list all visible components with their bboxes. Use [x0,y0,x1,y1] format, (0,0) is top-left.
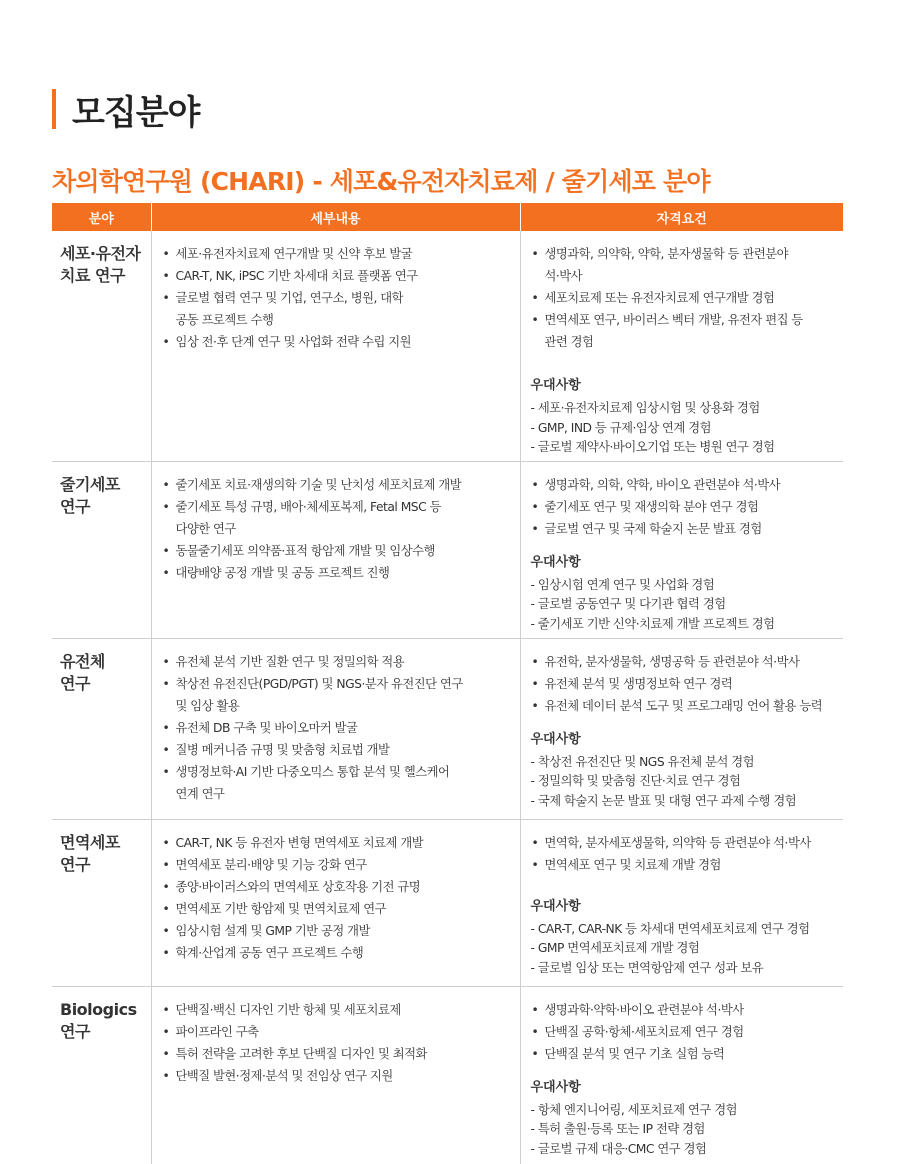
list-item: - 줄기세포 기반 신약·치료제 개발 프로젝트 경험 [530,616,775,631]
field-name: 면역세포 연구 [60,832,120,874]
table-row [52,461,843,638]
list-item: • 동물줄기세포 의약품·표적 항암제 개발 및 임상수행 [162,540,520,562]
field-name: 줄기세포 연구 [60,474,120,516]
list-item: • 면역학, 분자세포생물학, 의약학 등 관련분야 석·박사 [531,832,844,854]
section-title: 차의학연구원 (CHARI) - 세포&유전자치료제 / 줄기세포 분야 [52,167,710,196]
field-cell [52,819,151,986]
title-accent-bar [52,89,56,129]
list-item: - 정밀의학 및 맞춤형 진단·치료 연구 경험 [530,774,741,788]
page-header [52,88,200,133]
details-list [162,832,520,964]
list-item: • 생명과학·약학·바이오 관련분야 석·박사 [531,999,844,1021]
list-item: • CAR-T, NK, iPSC 기반 차세대 치료 플랫폼 연구 [162,265,520,287]
list-item: - 글로벌 제약사·바이오기업 또는 병원 연구 경험 [530,440,775,454]
field-cell [52,986,151,1164]
list-item: - GMP 면역세포치료제 개발 경험 [530,941,700,955]
list-item: - 세포·유전자치료제 임상시험 및 상용화 경험 [530,401,760,415]
list-item: • 임상 전·후 단계 연구 및 사업화 전략 수립 지원 [162,331,520,353]
requirements-list [531,999,844,1065]
list-item: - 임상시험 연계 연구 및 사업화 경험 [530,577,715,592]
list-item: • 유전학, 분자생물학, 생명공학 등 관련분야 석·박사 [531,651,844,673]
list-item: • 질병 메커니즘 규명 및 맞춤형 치료법 개발 [162,739,520,761]
details-list [162,474,520,584]
list-item: • 유전체 분석 기반 질환 연구 및 정밀의학 적용 [162,651,520,673]
list-item: • 세포치료제 또는 유전자치료제 연구개발 경험 [531,287,844,309]
list-item: • 글로벌 연구 및 국제 학술지 논문 발표 경험 [531,518,844,540]
list-item: - 항체 엔지니어링, 세포치료제 연구 경험 [530,1102,737,1117]
requirements-cell [520,231,843,461]
list-item: • 착상전 유전진단(PGD/PGT) 및 NGS·분자 유전진단 연구 및 임상 활용 [162,673,520,717]
list-item: • 줄기세포 특성 규명, 배아·체세포복제, Fetal MSC 등 다양한 연구 [162,496,520,540]
details-cell [151,638,520,819]
details-cell [151,231,520,461]
list-item: • 특허 전략을 고려한 후보 단백질 디자인 및 최적화 [162,1043,520,1065]
list-item: • 생명정보학·AI 기반 다중오믹스 통합 분석 및 헬스케어 연계 연구 [162,761,520,805]
recruitment-table [52,203,843,1164]
list-item: - CAR-T, CAR-NK 등 차세대 면역세포치료제 연구 경험 [530,921,810,936]
column-header-requirements: 자격요건 [520,203,843,231]
requirements-list [531,243,844,353]
details-cell [151,986,520,1164]
list-item: • 줄기세포 연구 및 재생의학 분야 연구 경험 [531,496,844,518]
preferences-list [531,920,844,979]
preferences-title: 우대사항 [530,1079,581,1095]
field-cell [52,231,151,461]
requirements-list [531,832,844,876]
preferences-title: 우대사항 [530,554,581,570]
list-item: • 면역세포 기반 항암제 및 면역치료제 연구 [162,898,520,920]
table-row [52,986,843,1164]
list-item: • CAR-T, NK 등 유전자 변형 면역세포 치료제 개발 [162,832,520,854]
list-item: - 국제 학술지 논문 발표 및 대형 연구 과제 수행 경험 [530,793,797,808]
list-item: - 특허 출원·등록 또는 IP 전략 경험 [530,1122,705,1136]
list-item: • 유전체 분석 및 생명정보학 연구 경력 [531,673,844,695]
details-cell [151,819,520,986]
list-item: - 글로벌 임상 또는 면역항암제 연구 성과 보유 [530,960,764,975]
field-cell [52,461,151,638]
table-header-row [52,203,843,231]
preferences-title: 우대사항 [530,731,581,747]
details-cell [151,461,520,638]
column-header-field: 분야 [52,203,151,231]
details-list [162,651,520,805]
page-title: 모집분야 [72,92,200,133]
list-item: • 생명과학, 의약학, 약학, 분자생물학 등 관련분야 석·박사 [531,243,844,287]
list-item: • 단백질 발현·정제·분석 및 전임상 연구 지원 [162,1065,520,1087]
list-item: - 글로벌 공동연구 및 다기관 협력 경험 [530,597,726,611]
list-item: • 글로벌 협력 연구 및 기업, 연구소, 병원, 대학 공동 프로젝트 수행 [162,287,520,331]
preferences-list [531,399,844,458]
list-item: • 면역세포 연구, 바이러스 벡터 개발, 유전자 편집 등 관련 경험 [531,309,844,353]
list-item: • 종양·바이러스와의 면역세포 상호작용 기전 규명 [162,876,520,898]
list-item: • 유전체 DB 구축 및 바이오마커 발굴 [162,717,520,739]
field-name: Biologics 연구 [60,999,137,1041]
list-item: • 줄기세포 치료·재생의학 기술 및 난치성 세포치료제 개발 [162,474,520,496]
requirements-list [531,474,844,540]
requirements-cell [520,986,843,1164]
list-item: • 단백질·백신 디자인 기반 항체 및 세포치료제 [162,999,520,1021]
table-row [52,819,843,986]
preferences-list [531,753,844,812]
details-list [162,243,520,353]
list-item: - 착상전 유전진단 및 NGS 유전체 분석 경험 [530,754,755,769]
list-item: • 단백질 분석 및 연구 기초 실험 능력 [531,1043,844,1065]
field-name: 유전체 연구 [60,651,105,693]
details-list [162,999,520,1087]
requirements-list [531,651,844,717]
preferences-list [531,576,844,635]
preferences-title: 우대사항 [530,898,581,914]
field-name: 세포·유전자 치료 연구 [60,244,141,285]
list-item: • 단백질 공학·항체·세포치료제 연구 경험 [531,1021,844,1043]
list-item: • 세포·유전자치료제 연구개발 및 신약 후보 발굴 [162,243,520,265]
column-header-details: 세부내용 [151,203,520,231]
requirements-cell [520,819,843,986]
list-item: - 글로벌 규제 대응·CMC 연구 경험 [530,1141,707,1156]
table-row [52,231,843,461]
list-item: • 생명과학, 의학, 약학, 바이오 관련분야 석·박사 [531,474,844,496]
table-row [52,638,843,819]
list-item: • 임상시험 설계 및 GMP 기반 공정 개발 [162,920,520,942]
list-item: • 대량배양 공정 개발 및 공동 프로젝트 진행 [162,562,520,584]
requirements-cell [520,461,843,638]
list-item: • 면역세포 연구 및 치료제 개발 경험 [531,854,844,876]
list-item: • 학계·산업계 공동 연구 프로젝트 수행 [162,942,520,964]
list-item: • 파이프라인 구축 [162,1021,520,1043]
field-cell [52,638,151,819]
preferences-list [531,1101,844,1160]
list-item: • 유전체 데이터 분석 도구 및 프로그래밍 언어 활용 능력 [531,695,844,717]
list-item: • 면역세포 분리·배양 및 기능 강화 연구 [162,854,520,876]
preferences-title: 우대사항 [530,378,581,393]
requirements-cell [520,638,843,819]
list-item: - GMP, IND 등 규제·임상 연계 경험 [530,420,711,435]
